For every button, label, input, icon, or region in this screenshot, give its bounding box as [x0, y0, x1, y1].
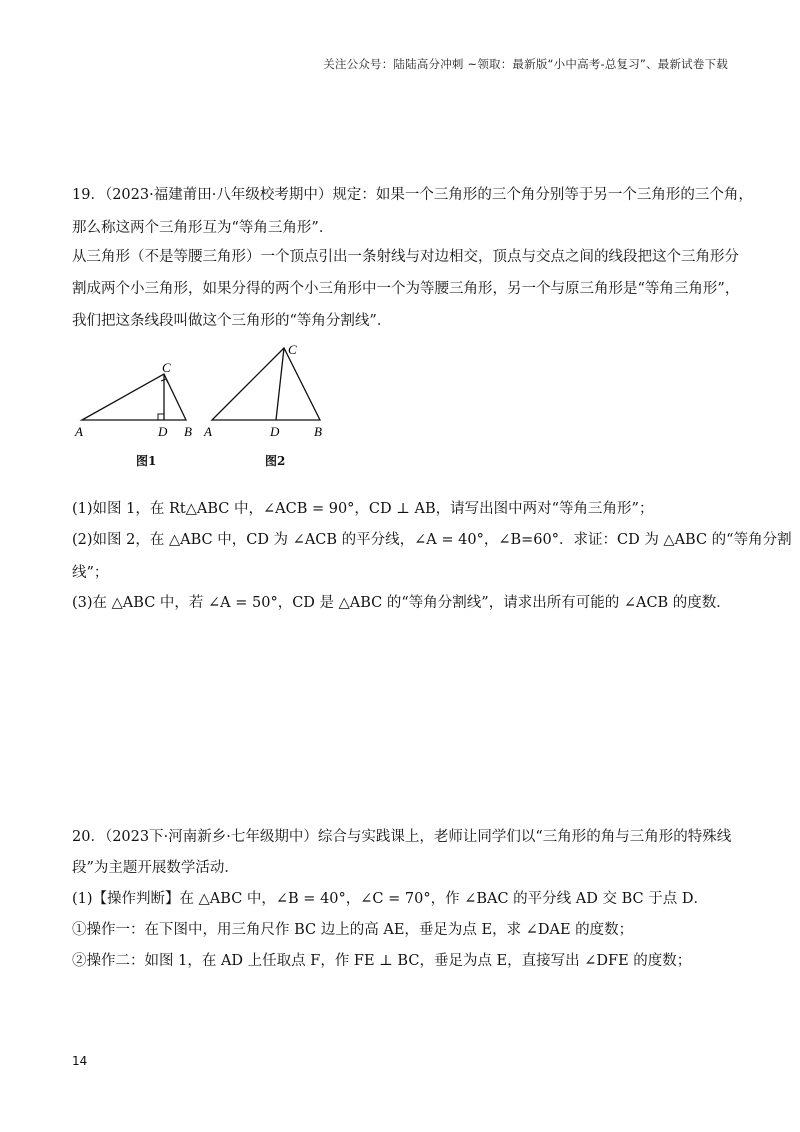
page-header: 关注公众号：陆陆高分冲刺 ~领取：最新版“小中高考-总复习”、最新试卷下载: [323, 57, 728, 71]
triangle-abc-fig1: [82, 374, 186, 420]
q19-part-2b: 线”；: [72, 565, 109, 581]
label-b: B: [184, 424, 192, 439]
bisector-cd: [276, 348, 284, 420]
figure-1: [72, 358, 212, 443]
q20-operation-1: ①操作一：在下图中，用三角尺作 BC 边上的高 AE，垂足为点 E，求 ∠DAE 的度数；: [72, 922, 634, 938]
q19-part-1: (1)如图 1，在 Rt△ABC 中，∠ACB = 90°，CD ⊥ AB，请写出图中两对“等角三角形”；: [72, 501, 654, 517]
q19-line-5: 我们把这条线段叫做这个三角形的“等角分割线”．: [72, 313, 392, 329]
figure-2: [200, 338, 340, 444]
label-d: D: [158, 424, 168, 439]
right-angle-mark-d: [158, 414, 164, 420]
figure-2-caption: 图2: [265, 454, 286, 468]
triangle-abc-fig2: [212, 348, 320, 420]
label-c: C: [162, 360, 171, 375]
q20-part-1: (1)【操作判断】在 △ABC 中，∠B = 40°，∠C = 70°，作 ∠BAC 的平分线 AD 交 BC 于点 D．: [72, 891, 708, 907]
q19-line-1: 19．（2023·福建莆田·八年级校考期中）规定：如果一个三角形的三个角分别等于另一个三角形的三个角，: [72, 187, 753, 203]
q19-line-2: 那么称这两个三角形互为“等角三角形”．: [72, 220, 334, 236]
q19-part-3: (3)在 △ABC 中，若 ∠A = 50°，CD 是 △ABC 的“等角分割线”，请求出所有可能的 ∠ACB 的度数．: [72, 595, 731, 611]
label-a: A: [204, 424, 212, 439]
label-c: C: [288, 342, 297, 357]
page-number: 14: [72, 1054, 88, 1068]
q19-line-3: 从三角形（不是等腰三角形）一个顶点引出一条射线与对边相交，顶点与交点之间的线段把这个三角形分: [72, 249, 739, 265]
figure-1-caption: 图1: [136, 454, 157, 468]
q20-line-1: 20．（2023下·河南新乡·七年级期中）综合与实践课上，老师让同学们以“三角形的角与三角形的特殊线: [72, 829, 732, 845]
q19-line-4: 割成两个小三角形，如果分得的两个小三角形中一个为等腰三角形，另一个与原三角形是“等角三角形”，: [72, 281, 740, 297]
q20-operation-2: ②操作二：如图 1，在 AD 上任取点 F，作 FE ⊥ BC，垂足为点 E，直接写出 ∠DFE 的度数；: [72, 953, 692, 969]
q20-line-2: 段”为主题开展数学活动．: [72, 860, 239, 876]
label-a: A: [75, 424, 83, 439]
label-d: D: [270, 424, 280, 439]
label-b: B: [314, 424, 322, 439]
q19-part-2a: (2)如图 2，在 △ABC 中，CD 为 ∠ACB 的平分线，∠A = 40°，∠B=60°．求证：CD 为 △ABC 的“等角分割: [72, 532, 792, 548]
